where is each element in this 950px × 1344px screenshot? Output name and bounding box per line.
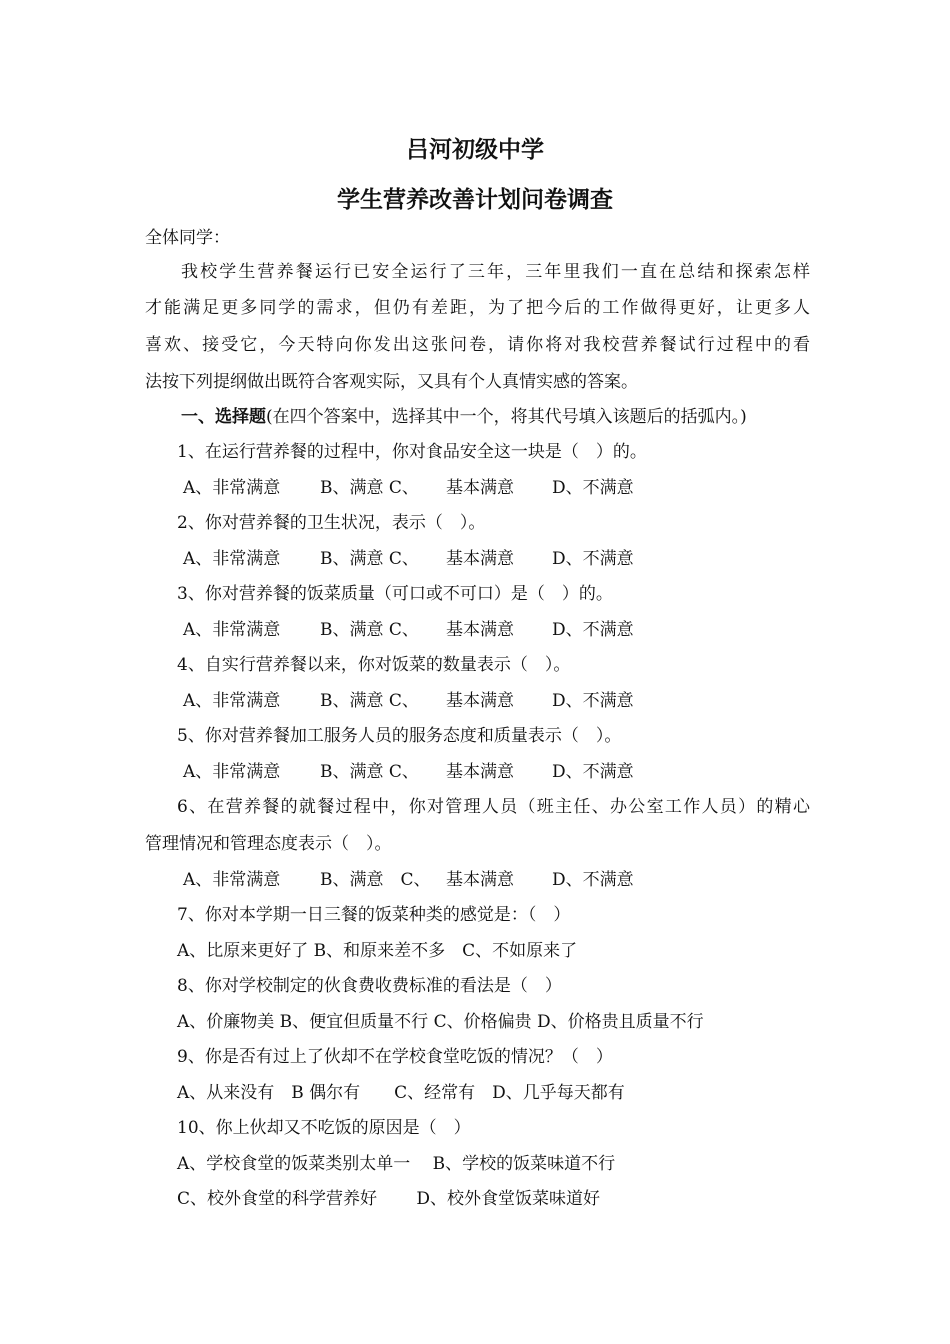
intro-line-4: 法按下列提纲做出既符合客观实际，又具有个人真情实感的答案。 — [145, 372, 638, 392]
question-3-options — [183, 617, 848, 643]
question-6: 6、在营养餐的就餐过程中，你对管理人员（班主任、办公室工作人员）的精心 — [177, 797, 810, 817]
option-b: B、满意 C、 — [320, 691, 419, 711]
school-name: 吕河初级中学 — [406, 137, 544, 163]
option-b: B、满意 C、 — [320, 620, 419, 640]
option-a: A、非常满意 — [183, 620, 281, 640]
intro-line-3: 喜欢、接受它，今天特向你发出这张问卷，请你将对我校营养餐试行过程中的看 — [145, 335, 810, 355]
option-c: 基本满意 — [446, 478, 514, 498]
option-a: A、非常满意 — [183, 762, 281, 782]
question-6-continued: 管理情况和管理态度表示（ ）。 — [145, 834, 392, 854]
question-8: 8、你对学校制定的伙食费收费标准的看法是（ ） — [177, 976, 562, 996]
question-10: 10、你上伙却又不吃饭的原因是（ ） — [177, 1118, 471, 1138]
question-3: 3、你对营养餐的饭菜质量（可口或不可口）是（ ）的。 — [177, 584, 613, 604]
option-d: D、不满意 — [552, 762, 634, 782]
option-a: A、非常满意 — [183, 478, 281, 498]
option-a: A、非常满意 — [183, 691, 281, 711]
question-4: 4、自实行营养餐以来，你对饭菜的数量表示（ ）。 — [177, 655, 571, 675]
option-d: D、不满意 — [552, 620, 634, 640]
question-2: 2、你对营养餐的卫生状况，表示（ ）。 — [177, 513, 486, 533]
option-b: B、满意 C、 — [320, 549, 419, 569]
question-2-options — [183, 546, 848, 572]
intro-line-1: 我校学生营养餐运行已安全运行了三年，三年里我们一直在总结和探索怎样 — [181, 262, 810, 282]
question-9: 9、你是否有过上了伙却不在学校食堂吃饭的情况？（ ） — [177, 1047, 613, 1067]
question-10-options-2: C、校外食堂的科学营养好 D、校外食堂饭菜味道好 — [177, 1189, 601, 1209]
option-c: 基本满意 — [446, 620, 514, 640]
option-b: B、满意 C、 — [320, 478, 419, 498]
option-b: B、满意 C、 — [320, 762, 419, 782]
option-d: D、不满意 — [552, 478, 634, 498]
option-c: 基本满意 — [446, 691, 514, 711]
salutation: 全体同学： — [145, 228, 230, 248]
intro-line-2: 才能满足更多同学的需求，但仍有差距，为了把今后的工作做得更好，让更多人 — [145, 298, 810, 318]
option-c: 基本满意 — [446, 549, 514, 569]
option-a: A、非常满意 — [183, 549, 281, 569]
question-6-options — [183, 867, 848, 893]
option-d: D、不满意 — [552, 549, 634, 569]
question-5-options — [183, 759, 848, 785]
question-5: 5、你对营养餐加工服务人员的服务态度和质量表示（ ）。 — [177, 726, 622, 746]
section-heading-line — [181, 404, 810, 430]
question-1: 1、在运行营养餐的过程中，你对食品安全这一块是（ ）的。 — [177, 442, 647, 462]
section-instruction: (在四个答案中，选择其中一个，将其代号填入该题后的括弧内。) — [266, 407, 747, 427]
option-d: D、不满意 — [552, 870, 634, 890]
option-b: B、满意 C、 — [320, 870, 431, 890]
question-10-options-1: A、学校食堂的饭菜类别太单一 B、学校的饭菜味道不行 — [177, 1154, 616, 1174]
option-c: 基本满意 — [446, 762, 514, 782]
section-heading: 一、选择题 — [181, 407, 266, 427]
question-8-options: A、价廉物美 B、便宜但质量不行 C、价格偏贵 D、价格贵且质量不行 — [177, 1012, 704, 1032]
option-a: A、非常满意 — [183, 870, 281, 890]
question-7-options: A、比原来更好了 B、和原来差不多 C、不如原来了 — [177, 941, 578, 961]
question-1-options — [183, 475, 848, 501]
option-d: D、不满意 — [552, 691, 634, 711]
question-4-options — [183, 688, 848, 714]
question-9-options: A、从来没有 B 偶尔有 C、经常有 D、几乎每天都有 — [177, 1083, 625, 1103]
survey-title: 学生营养改善计划问卷调查 — [337, 187, 613, 213]
question-7: 7、你对本学期一日三餐的饭菜种类的感觉是：（ ） — [177, 905, 571, 925]
option-c: 基本满意 — [446, 870, 514, 890]
